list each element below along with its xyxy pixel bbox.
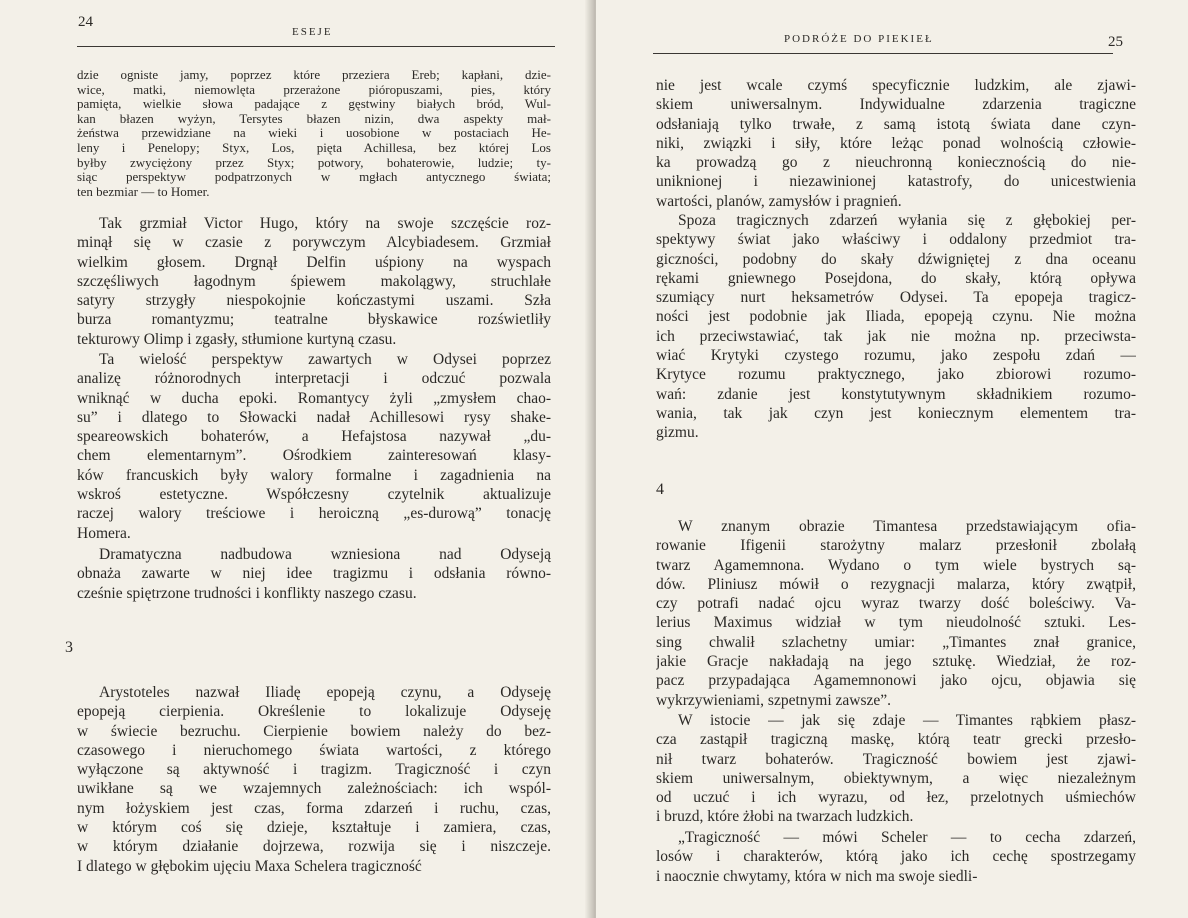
text-line: niki, związki i siły, które leżąc ponad wolnością człowie- — [656, 134, 1136, 152]
text-line: I dlatego w głębokim ujęciu Maxa Schelera tragiczność — [77, 857, 422, 875]
text-line: siąc perspektyw podpatrzonych w mgłach antycznego świata; — [77, 170, 551, 185]
text-line: Homera. — [77, 524, 131, 542]
text-line: ków francuskich były walory formalne i zagadnienia na — [77, 466, 551, 484]
text-line: chem elementarnym”. Ośrodkiem zainteresowań klasy- — [77, 447, 551, 465]
text-line: pamięta, wielkie słowa padające z gęstwiny białych bród, Wul- — [77, 97, 551, 112]
text-line: Spoza tragicznych zdarzeń wyłania się z głębokiej per- — [678, 212, 1136, 229]
quote-block — [77, 68, 551, 199]
text-line: W znanym obrazie Timantesa przedstawiającym ofia- — [678, 518, 1136, 535]
text-line: speareowskich bohaterów, a Hefajstosa nazywał „du- — [77, 428, 551, 446]
text-line: burza romantyzmu; teatralne błyskawice rozświetliły — [77, 311, 551, 329]
text-line: żeństwa przewidziane na wieki i uosobione w postaciach He- — [77, 126, 551, 141]
page-number: 25 — [1108, 34, 1123, 50]
text-line: w którym działanie dojrzewa, rozwija się i niszczeje. — [77, 838, 551, 856]
paragraph — [77, 214, 551, 349]
text-line: cześnie spiętrzone trudności i konflikty naszego czasu. — [77, 584, 417, 602]
text-line: pacz przypadająca Agamemnonowi jako ojcu, objawia się — [656, 672, 1136, 690]
paragraph — [77, 545, 551, 603]
text-line: Arystoteles nazwał Iliadę epopeją czynu, a Odyseję — [99, 684, 551, 701]
text-line: minął się w czasie z porywczym Alcybiadesem. Grzmiał — [77, 234, 551, 252]
text-line: wykrzywieniami, szpetnymi zawsze”. — [656, 691, 891, 709]
text-line: uwikłane są we wzajemnych zależnościach: ich wspól- — [77, 780, 551, 798]
text-line: czy potrafi nadać ojcu wyraz twarzy dość boleściwy. Va- — [656, 595, 1136, 613]
text-line: dów. Pliniusz mówił o rezygnacji malarza, który zwątpił, — [656, 575, 1136, 593]
text-line: czasowego i nieruchomego świata wartości, z którego — [77, 741, 551, 759]
text-line: spektywy świat jako właściwy i oddalony przedmiot tra- — [656, 231, 1136, 249]
section-number: 3 — [65, 639, 73, 656]
header-rule — [653, 53, 1113, 54]
paragraph — [77, 350, 551, 543]
right-page — [596, 0, 1188, 918]
text-line: tekturowy Olimp i zgasły, stłumione kurtyną czasu. — [77, 330, 397, 348]
text-line: w świecie bezruchu. Cierpienie bowiem należy do bez- — [77, 722, 551, 740]
paragraph — [656, 211, 1136, 443]
text-line: losów i charakterów, którą jako ich cechę spostrzegamy — [656, 848, 1136, 866]
paragraph — [656, 711, 1136, 827]
text-line: byłby zwyciężony przez Styx; potwory, bohaterowie, ludzie; ty- — [77, 155, 551, 170]
text-line: raczej walory treściowe i heroiczną „es-durową” tonację — [77, 505, 551, 523]
text-line: nym łożyskiem jest czas, forma zdarzeń i ruchu, czas, — [77, 799, 551, 817]
text-line: rowanie Ifigenii starożytny malarz przesłonił zbolałą — [656, 537, 1136, 555]
text-line: Dramatyczna nadbudowa wzniesiona nad Odyseją — [99, 546, 551, 563]
text-line: wskroś estetyczne. Współczesny czytelnik aktualizuje — [77, 486, 551, 504]
text-line: ten bezmiar — to Homer. — [77, 184, 210, 199]
text-line: wań: zdanie jest konstytutywnym składnikiem rozumo- — [656, 385, 1136, 403]
text-line: epopeją cierpienia. Określenie to lokalizuje Odyseję — [77, 703, 551, 721]
text-line: ich przeciwstawiać, tak jak nie można np. przeciwsta- — [656, 327, 1136, 345]
text-line: szczęśliwych łagodnym śpiewem makolągwy, struchlałe — [77, 272, 551, 290]
text-line: i naocznie chwytamy, która w nich ma swoje siedli- — [656, 867, 978, 885]
text-line: odsłaniają tylko trwałe, z samą istotą świata dane czyn- — [656, 115, 1136, 133]
text-line: lerius Maximus widział w tym nieudolność sztuki. Les- — [656, 614, 1136, 632]
text-line: cza zastąpił tragiczną maskę, którą teatr grecki przesło- — [656, 731, 1136, 749]
text-line: analizę różnorodnych interpretacji i odczuć pozwala — [77, 370, 551, 388]
text-line: wniknąć w ducha epoki. Romantycy żyli „zmysłem chao- — [77, 389, 551, 407]
text-line: w którym coś się dzieje, kształtuje i zamiera, czas, — [77, 819, 551, 837]
text-line: szumiący nurt heksametrów Odysei. Ta epopeja tragicz- — [656, 289, 1136, 307]
text-line: wielkim głosem. Drgnął Delfin uśpiony na wyspach — [77, 253, 551, 271]
header-rule — [77, 46, 555, 47]
text-line: wania, tak jak czyn jest koniecznym elementem tra- — [656, 404, 1136, 422]
text-line: satyry strzygły niespokojnie kończastymi uszami. Szła — [77, 292, 551, 310]
text-line: skiem uniwersalnym. Indywidualne zdarzenia tragiczne — [656, 96, 1136, 114]
text-line: wartości, planów, zamysłów i pragnień. — [656, 192, 902, 210]
text-line: od uczuć i ich wyrazu, od łez, przelotnych uśmiechów — [656, 789, 1136, 807]
text-line: uniknionej i niezawinionej katastrofy, do unicestwienia — [656, 173, 1136, 191]
text-line: Tak grzmiał Victor Hugo, który na swoje szczęście roz- — [99, 215, 551, 232]
text-line: nie jest wcale czymś specyficznie ludzkim, ale zjawi- — [656, 77, 1136, 94]
text-line: dzie ogniste jamy, poprzez które przeziera Ereb; kapłani, dzie- — [77, 68, 551, 82]
text-line: su” i dlatego to Słowacki nadał Achillesowi rysy shake- — [77, 408, 551, 426]
text-line: ności jest podobnie jak Iliada, epopeją czynu. Nie można — [656, 308, 1136, 326]
section-number: 4 — [656, 481, 664, 498]
text-line: jakie Gracje nakładają na jego sztukę. Wiedział, że roz- — [656, 653, 1136, 671]
text-line: ka prowadzą go z nieuchronną koniecznością do nie- — [656, 154, 1136, 172]
text-line: skiem uniwersalnym, obiektywnym, a więc niezależnym — [656, 769, 1136, 787]
text-line: rękami gniewnego Posejdona, do skały, którą opływa — [656, 269, 1136, 287]
text-line: giczności, podobny do skały dźwigniętej z dna oceanu — [656, 250, 1136, 268]
paragraph — [656, 828, 1136, 886]
text-line: sing chwalił szlachetny umiar: „Timantes znał granice, — [656, 633, 1136, 651]
paragraph — [656, 76, 1136, 211]
text-line: nił twarz bohaterów. Tragiczność bowiem jest zjawi- — [656, 750, 1136, 768]
paragraph — [77, 683, 551, 876]
paragraph — [656, 517, 1136, 710]
text-line: Ta wielość perspektyw zawartych w Odysei poprzez — [99, 351, 551, 368]
left-page — [0, 0, 592, 918]
text-line: „Tragiczność — mówi Scheler — to cecha zdarzeń, — [678, 829, 1136, 846]
text-line: twarz Agamemnona. Wydano o tym wiele bystrych są- — [656, 556, 1136, 574]
text-line: kan błazen wyżyn, Tersytes błazen nizin, dwa aspekty mał- — [77, 111, 551, 126]
text-line: i bruzd, które żłobi na twarzach ludzkich. — [656, 808, 914, 826]
text-line: Krytyce rozumu praktycznego, jako zbiorowi rozumo- — [656, 366, 1136, 384]
text-line: wice, matki, niemowlęta przerażone pióropuszami, pies, który — [77, 82, 551, 97]
text-line: leny i Penelopy; Styx, Los, pięta Achillesa, bez której Los — [77, 140, 551, 155]
running-head: ESEJE — [292, 26, 333, 38]
text-line: wyłączone są aktywność i tragizm. Tragiczność i czyn — [77, 761, 551, 779]
text-line: obnaża zawarte w niej idee tragizmu i odsłania równo- — [77, 565, 551, 583]
page-number: 24 — [78, 14, 93, 30]
text-line: W istocie — jak się zdaje — Timantes rąbkiem płasz- — [678, 712, 1136, 729]
text-line: gizmu. — [656, 424, 699, 442]
running-head: PODRÓŻE DO PIEKIEŁ — [784, 33, 934, 45]
text-line: wiać Krytyki czystego rozumu, jako zespołu zdań — — [656, 347, 1136, 365]
